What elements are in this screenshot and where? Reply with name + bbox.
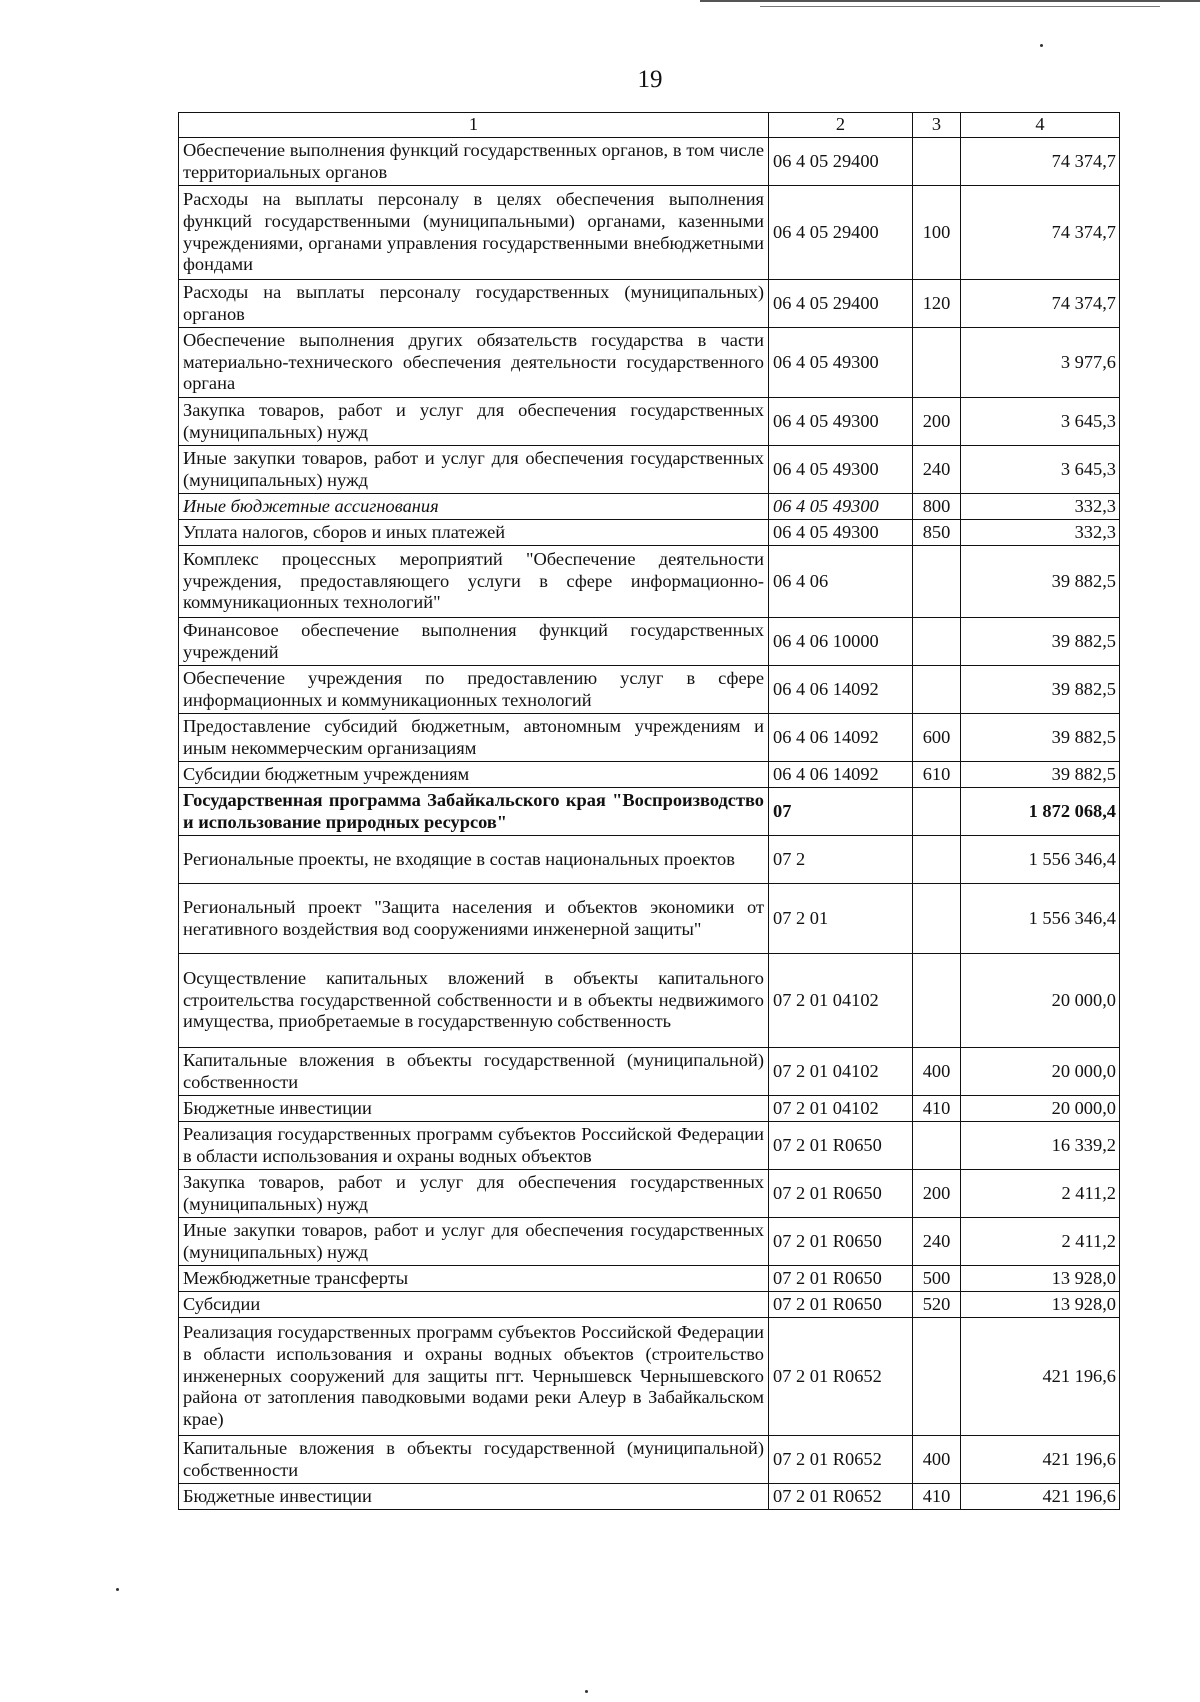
budget-table <box>178 112 1120 1510</box>
scan-speck <box>585 1690 588 1693</box>
table-row <box>179 714 1120 762</box>
row-type-cell: 120 <box>913 280 961 328</box>
row-type-cell: 240 <box>913 1218 961 1266</box>
table-row <box>179 1436 1120 1484</box>
table-row <box>179 762 1120 788</box>
table-row <box>179 520 1120 546</box>
row-type-cell: 850 <box>913 520 961 546</box>
row-amount-cell: 13 928,0 <box>961 1266 1120 1292</box>
row-amount-cell: 39 882,5 <box>961 546 1120 618</box>
table-row <box>179 398 1120 446</box>
row-type-cell: 500 <box>913 1266 961 1292</box>
table-row <box>179 836 1120 884</box>
row-type-cell <box>913 666 961 714</box>
table-row <box>179 280 1120 328</box>
header-cell: 2 <box>769 113 913 138</box>
table-row <box>179 1292 1120 1318</box>
row-name-cell: Бюджетные инвестиции <box>179 1484 769 1510</box>
scan-edge-line <box>700 0 1200 2</box>
row-amount-cell: 74 374,7 <box>961 280 1120 328</box>
row-amount-cell: 39 882,5 <box>961 762 1120 788</box>
row-type-cell: 520 <box>913 1292 961 1318</box>
row-type-cell <box>913 328 961 398</box>
row-type-cell: 200 <box>913 1170 961 1218</box>
row-type-cell: 400 <box>913 1048 961 1096</box>
row-code-cell: 06 4 05 49300 <box>769 328 913 398</box>
row-name-cell: Региональные проекты, не входящие в состав национальных проектов <box>179 836 769 884</box>
table-row <box>179 1318 1120 1436</box>
row-type-cell: 400 <box>913 1436 961 1484</box>
table-row <box>179 1096 1120 1122</box>
row-name-cell: Комплекс процессных мероприятий "Обеспечение деятельности учреждения, предоставляющего услуги в сфере информационно-коммуникационных технологий" <box>179 546 769 618</box>
row-amount-cell: 2 411,2 <box>961 1170 1120 1218</box>
row-name-cell: Расходы на выплаты персоналу государственных (муниципальных) органов <box>179 280 769 328</box>
table-row <box>179 1170 1120 1218</box>
row-type-cell <box>913 954 961 1048</box>
row-name-cell: Субсидии бюджетным учреждениям <box>179 762 769 788</box>
row-code-cell: 07 2 01 R0652 <box>769 1484 913 1510</box>
row-amount-cell: 16 339,2 <box>961 1122 1120 1170</box>
row-name-cell: Межбюджетные трансферты <box>179 1266 769 1292</box>
row-code-cell: 07 2 01 04102 <box>769 1096 913 1122</box>
table-row <box>179 1266 1120 1292</box>
row-amount-cell: 74 374,7 <box>961 138 1120 186</box>
row-name-cell: Обеспечение учреждения по предоставлению услуг в сфере информационных и коммуникационных технологий <box>179 666 769 714</box>
row-code-cell: 07 2 01 R0652 <box>769 1436 913 1484</box>
row-amount-cell: 421 196,6 <box>961 1318 1120 1436</box>
row-name-cell: Государственная программа Забайкальского края "Воспроизводство и использование природных ресурсов" <box>179 788 769 836</box>
row-type-cell <box>913 1122 961 1170</box>
row-amount-cell: 3 645,3 <box>961 398 1120 446</box>
row-name-cell: Реализация государственных программ субъектов Российской Федерации в области использования и охраны водных объектов <box>179 1122 769 1170</box>
row-code-cell: 07 2 01 R0650 <box>769 1266 913 1292</box>
row-type-cell <box>913 788 961 836</box>
table-row <box>179 954 1120 1048</box>
row-amount-cell: 332,3 <box>961 520 1120 546</box>
row-code-cell: 06 4 06 <box>769 546 913 618</box>
row-name-cell: Иные бюджетные ассигнования <box>179 494 769 520</box>
row-amount-cell: 20 000,0 <box>961 954 1120 1048</box>
table-row <box>179 788 1120 836</box>
row-type-cell: 200 <box>913 398 961 446</box>
header-cell: 3 <box>913 113 961 138</box>
row-code-cell: 06 4 05 29400 <box>769 280 913 328</box>
row-code-cell: 07 2 <box>769 836 913 884</box>
row-amount-cell: 421 196,6 <box>961 1484 1120 1510</box>
row-amount-cell: 13 928,0 <box>961 1292 1120 1318</box>
table-row <box>179 1122 1120 1170</box>
row-name-cell: Субсидии <box>179 1292 769 1318</box>
row-name-cell: Обеспечение выполнения других обязательств государства в части материально-технического обеспечения деятельности государственного органа <box>179 328 769 398</box>
table-header-row <box>179 113 1120 138</box>
row-amount-cell: 20 000,0 <box>961 1096 1120 1122</box>
row-name-cell: Реализация государственных программ субъектов Российской Федерации в области использования и охраны водных объектов (строительство инженерных сооружений для защиты пгт. Чернышевск Чернышевского района от затопления паводковыми водами реки Алеур в Забайкальском крае) <box>179 1318 769 1436</box>
row-amount-cell: 421 196,6 <box>961 1436 1120 1484</box>
row-type-cell: 410 <box>913 1484 961 1510</box>
row-name-cell: Капитальные вложения в объекты государственной (муниципальной) собственности <box>179 1436 769 1484</box>
table-row <box>179 494 1120 520</box>
row-type-cell <box>913 1318 961 1436</box>
row-type-cell <box>913 546 961 618</box>
row-code-cell: 06 4 05 49300 <box>769 494 913 520</box>
table-row <box>179 884 1120 954</box>
table-row <box>179 546 1120 618</box>
row-code-cell: 07 2 01 R0650 <box>769 1292 913 1318</box>
row-amount-cell: 3 977,6 <box>961 328 1120 398</box>
row-amount-cell: 1 556 346,4 <box>961 884 1120 954</box>
scan-speck <box>116 1588 119 1591</box>
table-row <box>179 1048 1120 1096</box>
row-code-cell: 06 4 06 10000 <box>769 618 913 666</box>
row-amount-cell: 39 882,5 <box>961 618 1120 666</box>
header-cell: 4 <box>961 113 1120 138</box>
row-type-cell <box>913 836 961 884</box>
row-code-cell: 07 <box>769 788 913 836</box>
row-name-cell: Иные закупки товаров, работ и услуг для обеспечения государственных (муниципальных) нужд <box>179 446 769 494</box>
table-row <box>179 186 1120 280</box>
row-type-cell: 800 <box>913 494 961 520</box>
row-code-cell: 06 4 05 29400 <box>769 186 913 280</box>
row-amount-cell: 1 556 346,4 <box>961 836 1120 884</box>
row-type-cell <box>913 618 961 666</box>
table-row <box>179 446 1120 494</box>
table-row <box>179 328 1120 398</box>
table-row <box>179 666 1120 714</box>
row-code-cell: 07 2 01 R0650 <box>769 1170 913 1218</box>
row-code-cell: 06 4 06 14092 <box>769 666 913 714</box>
table-row <box>179 1484 1120 1510</box>
table-row <box>179 138 1120 186</box>
row-amount-cell: 2 411,2 <box>961 1218 1120 1266</box>
row-code-cell: 06 4 05 29400 <box>769 138 913 186</box>
row-code-cell: 06 4 06 14092 <box>769 714 913 762</box>
row-amount-cell: 3 645,3 <box>961 446 1120 494</box>
row-type-cell <box>913 138 961 186</box>
row-name-cell: Расходы на выплаты персоналу в целях обеспечения выполнения функций государственными (муниципальными) органами, казенными учреждениями, органами управления государственными внебюджетными фондами <box>179 186 769 280</box>
row-type-cell: 240 <box>913 446 961 494</box>
row-name-cell: Региональный проект "Защита населения и объектов экономики от негативного воздействия вод сооружениями инженерной защиты" <box>179 884 769 954</box>
row-amount-cell: 39 882,5 <box>961 666 1120 714</box>
row-code-cell: 07 2 01 04102 <box>769 1048 913 1096</box>
row-code-cell: 07 2 01 R0650 <box>769 1218 913 1266</box>
row-code-cell: 07 2 01 04102 <box>769 954 913 1048</box>
row-amount-cell: 20 000,0 <box>961 1048 1120 1096</box>
row-amount-cell: 1 872 068,4 <box>961 788 1120 836</box>
row-code-cell: 07 2 01 R0652 <box>769 1318 913 1436</box>
page-number: 19 <box>637 66 663 93</box>
header-cell: 1 <box>179 113 769 138</box>
row-name-cell: Финансовое обеспечение выполнения функций государственных учреждений <box>179 618 769 666</box>
row-name-cell: Капитальные вложения в объекты государственной (муниципальной) собственности <box>179 1048 769 1096</box>
row-type-cell: 610 <box>913 762 961 788</box>
row-name-cell: Закупка товаров, работ и услуг для обеспечения государственных (муниципальных) нужд <box>179 1170 769 1218</box>
row-code-cell: 07 2 01 R0650 <box>769 1122 913 1170</box>
row-code-cell: 06 4 05 49300 <box>769 446 913 494</box>
row-code-cell: 06 4 05 49300 <box>769 398 913 446</box>
row-type-cell: 100 <box>913 186 961 280</box>
row-name-cell: Осуществление капитальных вложений в объекты капитального строительства государственной собственности и в объекты недвижимого имущества, приобретаемые в государственную собственность <box>179 954 769 1048</box>
scan-edge-line <box>760 6 1160 7</box>
row-amount-cell: 39 882,5 <box>961 714 1120 762</box>
row-name-cell: Иные закупки товаров, работ и услуг для обеспечения государственных (муниципальных) нужд <box>179 1218 769 1266</box>
table-row <box>179 1218 1120 1266</box>
row-name-cell: Предоставление субсидий бюджетным, автономным учреждениям и иным некоммерческим организациям <box>179 714 769 762</box>
row-name-cell: Уплата налогов, сборов и иных платежей <box>179 520 769 546</box>
row-code-cell: 06 4 06 14092 <box>769 762 913 788</box>
row-type-cell: 410 <box>913 1096 961 1122</box>
row-code-cell: 06 4 05 49300 <box>769 520 913 546</box>
table-row <box>179 618 1120 666</box>
row-type-cell: 600 <box>913 714 961 762</box>
row-name-cell: Бюджетные инвестиции <box>179 1096 769 1122</box>
row-name-cell: Закупка товаров, работ и услуг для обеспечения государственных (муниципальных) нужд <box>179 398 769 446</box>
row-name-cell: Обеспечение выполнения функций государственных органов, в том числе территориальных органов <box>179 138 769 186</box>
row-amount-cell: 74 374,7 <box>961 186 1120 280</box>
scan-speck <box>1040 44 1043 47</box>
row-amount-cell: 332,3 <box>961 494 1120 520</box>
row-code-cell: 07 2 01 <box>769 884 913 954</box>
row-type-cell <box>913 884 961 954</box>
